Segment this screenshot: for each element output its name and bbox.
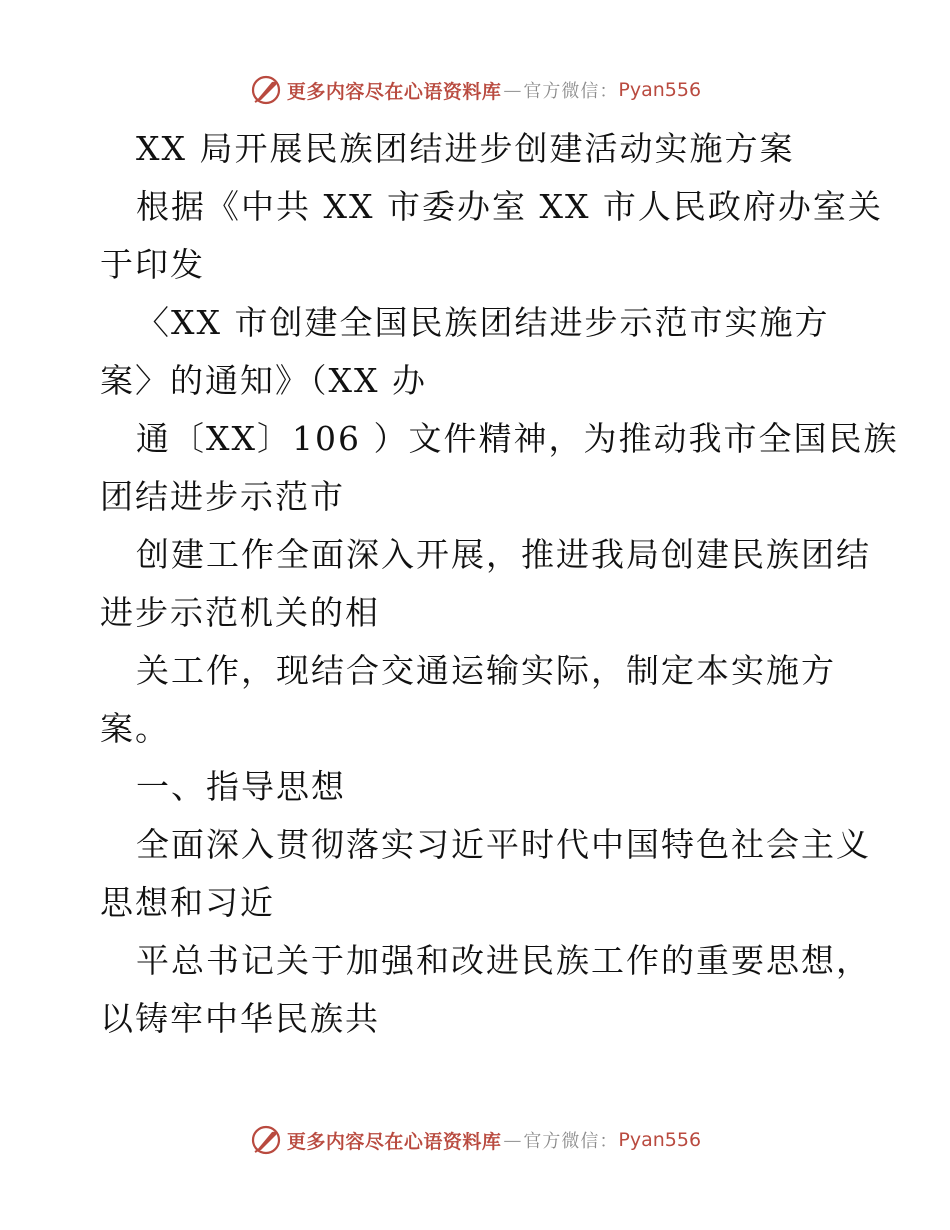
document-title: XX 局开展民族团结进步创建活动实施方案 (136, 129, 795, 168)
paragraph-line: 平总书记关于加强和改进民族工作的重要思想， (136, 941, 871, 980)
paragraph-line: 根据《中共 XX 市委办室 XX 市人民政府办室关 (136, 187, 883, 226)
paragraph-line: 案。 (100, 709, 170, 748)
watermark-lead-text: 更多内容尽在心语资料库 (286, 1130, 502, 1153)
document-body (100, 120, 899, 1048)
watermark-wechat-id: Pyan556 (618, 79, 702, 101)
section-heading: 一、指导思想 (136, 767, 346, 806)
paragraph-line: 以铸牢中华民族共 (100, 999, 380, 1038)
paragraph-line: 全面深入贯彻落实习近平时代中国特色社会主义 (136, 825, 871, 864)
paragraph-line: 〈XX 市创建全国民族团结进步示范市实施方 (136, 303, 830, 342)
footer-watermark (0, 1120, 950, 1160)
paragraph-line: 进步示范机关的相 (100, 593, 380, 632)
watermark-lead-text: 更多内容尽在心语资料库 (286, 80, 502, 103)
paragraph-line: 通〔XX〕106 ）文件精神，为推动我市全国民族 (136, 419, 899, 458)
quill-pen-logo-icon (249, 1123, 283, 1157)
quill-pen-logo-icon (249, 73, 283, 107)
watermark-tail-text: 官方微信： (523, 81, 619, 102)
paragraph-line: 思想和习近 (100, 883, 275, 922)
watermark-dash: — (503, 1129, 522, 1151)
watermark-dash: — (503, 79, 522, 101)
watermark-tail-text: 官方微信： (523, 1131, 619, 1152)
paragraph-line: 创建工作全面深入开展，推进我局创建民族团结 (136, 535, 871, 574)
paragraph-line: 于印发 (100, 245, 205, 284)
paragraph-line: 案〉的通知》（XX 办 (100, 361, 427, 400)
paragraph-line: 团结进步示范市 (100, 477, 345, 516)
header-watermark (0, 70, 950, 110)
paragraph-line: 关工作，现结合交通运输实际，制定本实施方 (136, 651, 836, 690)
watermark-wechat-id: Pyan556 (618, 1129, 702, 1151)
